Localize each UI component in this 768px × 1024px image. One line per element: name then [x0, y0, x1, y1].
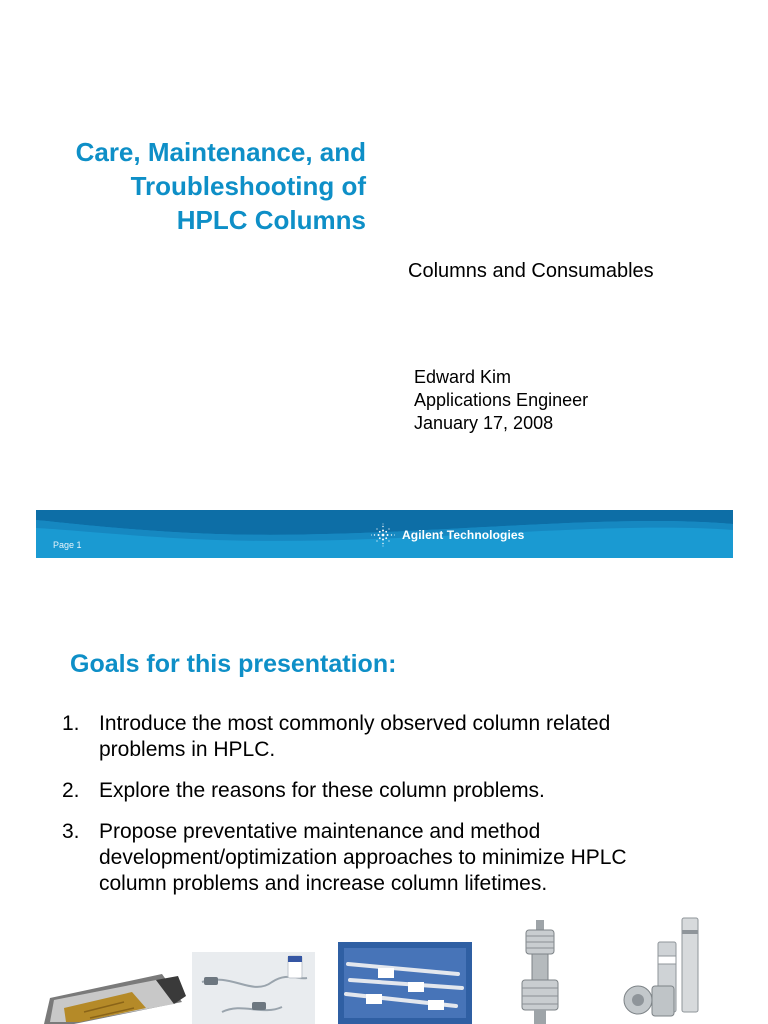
columns-in-packaging-photo: [338, 942, 472, 1024]
text-line: column problems and increase column lifetimes.: [99, 872, 548, 895]
title-line: HPLC Columns: [176, 205, 366, 235]
list-item: [62, 819, 722, 897]
title-line: Troubleshooting of: [130, 171, 366, 201]
list-item: [62, 711, 722, 763]
list-number: 3.: [62, 820, 80, 843]
list-text: [99, 711, 722, 763]
goals-heading: Goals for this presentation:: [70, 650, 397, 678]
goals-list: [62, 711, 722, 912]
text-line: development/optimization approaches to minimize HPLC: [99, 846, 627, 869]
guard-columns-photo: [622, 916, 712, 1024]
page-number: Page 1: [53, 540, 82, 550]
list-number: 1.: [62, 712, 80, 735]
list-number: 2.: [62, 779, 80, 802]
logo-text: Agilent Technologies: [402, 528, 525, 542]
list-text: [99, 778, 722, 804]
presentation-title: [40, 135, 366, 237]
text-line: Propose preventative maintenance and method: [99, 820, 541, 843]
tubing-and-vial-photo: [192, 952, 315, 1024]
author-name: Edward Kim: [414, 367, 512, 387]
subtitle: Columns and Consumables: [408, 260, 654, 282]
presentation-date: January 17, 2008: [414, 413, 554, 433]
author-role: Applications Engineer: [414, 390, 589, 410]
agilent-spark-icon: [370, 523, 396, 547]
title-line: Care, Maintenance, and: [75, 137, 366, 167]
text-line: Introduce the most commonly observed column related: [99, 712, 611, 735]
agilent-logo: [370, 523, 524, 547]
list-text: [99, 819, 722, 897]
author-block: [414, 366, 588, 435]
text-line: problems in HPLC.: [99, 738, 276, 761]
text-line: Explore the reasons for these column problems.: [99, 779, 545, 802]
footer-band: [36, 510, 733, 558]
column-fitting-photo: [508, 920, 572, 1024]
list-item: [62, 778, 722, 804]
cartridge-device-photo: [44, 968, 186, 1024]
